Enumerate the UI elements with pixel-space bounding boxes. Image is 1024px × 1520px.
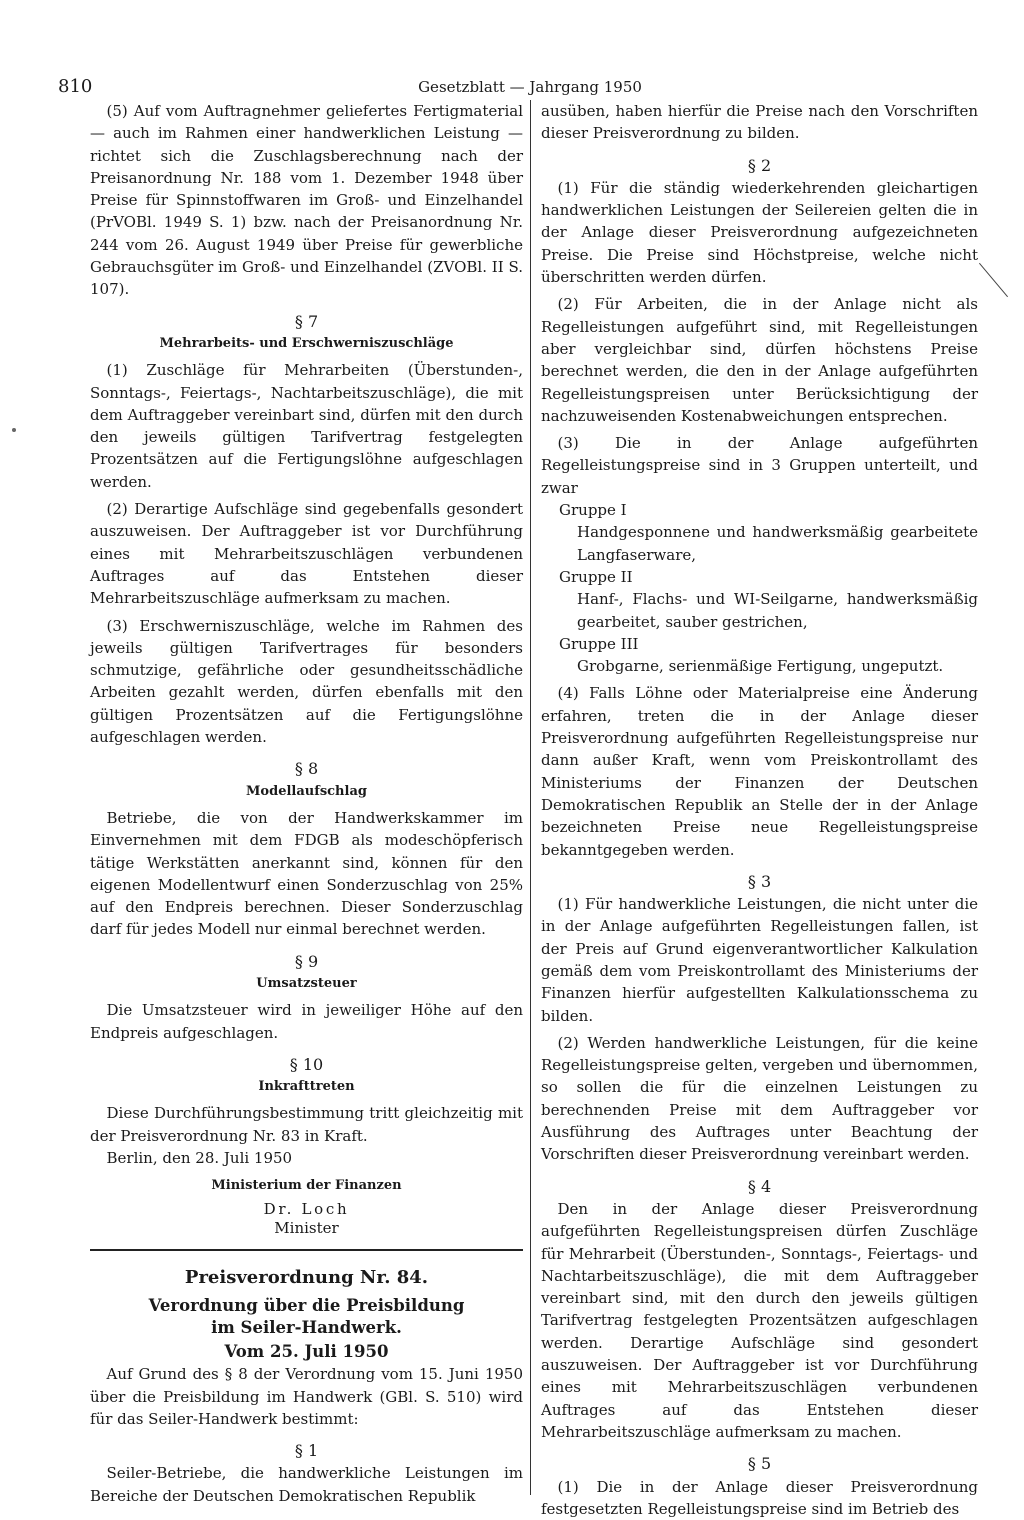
paragraph: (4) Falls Löhne oder Materialpreise eine Änderung erfahren, treten die in der Anlage dieser Preisverordnung aufgeführten Regelleistungspreise nur dann außer Kraft, wenn vom Preiskontrollamt des Ministeriums der Finanzen der Deutschen Demokratischen Republik an Stelle der in der Anlage bezeichneten Preise neue Regelleistungspreise bekanntgegeben werden. [541,684,978,859]
paragraph: (1) Für handwerkliche Leistungen, die nicht unter die in der Anlage aufgeführten Regelleistungen fallen, ist der Preis auf Grund eigenverantwortlicher Kalkulation gemäß dem vom Preiskontrollamt des Ministeriums der Finanzen hierfür aufgestellten Kalkulationsschema zu bilden. [541,895,978,1025]
paragraph: Seiler-Betriebe, die handwerkliche Leistungen im Bereiche der Deutschen Demokratischen Republik [90,1464,523,1505]
group-label: Gruppe III [559,634,639,653]
paragraph: Diese Durchführungsbestimmung tritt gleichzeitig mit der Preisverordnung Nr. 83 in Kraft. [90,1104,523,1145]
section-number: § 10 [289,1054,324,1074]
group-label: Gruppe I [559,501,627,520]
signatory-name: Dr. Loch [263,1199,350,1218]
group-description: Grobgarne, serienmäßige Fertigung, ungeputzt. [577,657,944,676]
paragraph: (3) Erschwerniszuschläge, welche im Rahmen des jeweils gültigen Tarifvertrages für besonders schmutzige, gefährliche oder gesundheitsschädliche Arbeiten gezahlt werden, dürfen ebenfalls mit den gültigen Prozentsätzen auf die Fertigungslöhne aufgeschlagen werden. [90,616,523,747]
section-number: § 7 [294,311,319,331]
paragraph: (1) Zuschläge für Mehrarbeiten (Überstunden-, Sonntags-, Feiertags-, Nachtarbeitszuschläge), die mit dem Auftraggeber vereinbart sind, dürfen mit den durch den jeweils gültigen Tarifvertrag festgelegten Prozentsätzen auf die Fertigungslöhne aufgeschlagen werden. [90,361,523,491]
page-number: 810 [58,76,93,97]
paragraph: (1) Für die ständig wiederkehrenden gleichartigen handwerklichen Leistungen der Seilereien gelten die in der Anlage dieser Preisverordnung aufgezeichneten Preise. Die Preise sind Höchstpreise, welche nicht überschritten werden dürfen. [541,178,978,287]
paragraph: (5) Auf vom Auftragnehmer geliefertes Fertigmaterial — auch im Rahmen einer handwerklichen Leistung — richtet sich die Zuschlagsberechnung nach der Preisanordnung Nr. 188 vom 1. Dezember 1948 über Preise für Spinnstoffwaren im Groß- und Einzelhandel (PrVOBl. 1949 S. 1) bzw. nach der Preisanordnung Nr. 244 vom 26. August 1949 über Preise für gewerbliche Gebrauchsgüter im Groß- und Einzelhandel (ZVOBl. II S. 107). [90,102,523,299]
section-number: § 9 [294,951,319,971]
paragraph: (1) Die in der Anlage dieser Preisverordnung festgesetzten Regelleistungspreise sind im Betrieb des [541,1477,978,1518]
paragraph: Auf Grund des § 8 der Verordnung vom 15. Juni 1950 über die Preisbildung im Handwerk (GBl. S. 510) wird für das Seiler-Handwerk bestimmt: [90,1365,523,1428]
section-number: § 3 [747,871,772,891]
margin-mark [12,428,16,432]
decree-subtitle: Verordnung über die Preisbildung [148,1296,465,1316]
running-header: Gesetzblatt — Jahrgang 1950 [418,78,642,96]
decree-date: Vom 25. Juli 1950 [224,1342,389,1362]
paragraph: Den in der Anlage dieser Preisverordnung aufgeführten Regelleistungspreisen dürfen Zuschläge für Mehrarbeit (Überstunden-, Sonntags-, Feiertags- und Nachtarbeitszuschläge), die mit dem Auftraggeber vereinbart sind, mit den durch den jeweils gültigen Tarifvertrag festgelegten Prozentsätzen aufgeschlagen werden. Derartige Aufschläge sind gesondert auszuweisen. Der Auftraggeber ist vor Durchführung eines mit Mehrarbeitszuschlägen verbundenen Auftrages auf das Entstehen dieser Mehrarbeitszuschläge aufmerksam zu machen. [541,1199,978,1441]
paragraph: (2) Derartige Aufschläge sind gegebenfalls gesondert auszuweisen. Der Auftraggeber ist vor Durchführung eines mit Mehrarbeitszuschlägen verbundenen Auftrages auf das Entstehen dieser Mehrarbeitszuschläge aufmerksam zu machen. [90,500,523,608]
section-number: § 4 [747,1176,772,1196]
section-number: § 5 [747,1454,772,1474]
section-number: § 1 [294,1441,319,1461]
section-heading: Modellaufschlag [246,783,367,799]
paragraph: (2) Für Arbeiten, die in der Anlage nicht als Regelleistungen aufgeführt sind, mit Regelleistungen aber vergleichbar sind, dürfen höchstens Preise berechnet werden, die den in der Anlage aufgeführten Regelleistungspreisen unter Berücksichtigung der nachzuweisenden Kostenabweichungen entsprechen. [541,295,978,425]
ministry-name: Ministerium der Finanzen [211,1178,402,1194]
section-heading: Umsatzsteuer [256,975,357,991]
section-number: § 2 [747,155,772,175]
paragraph: (2) Werden handwerkliche Leistungen, für die keine Regelleistungspreise gelten, vergeben und übernommen, so sollen die für die einzelnen Leistungen zu berechnenden Preise mit dem Auftraggeber vor Ausführung des Auftrages unter Beachtung der Vorschriften dieser Preisverordnung vereinbart werden. [541,1033,978,1164]
section-heading: Mehrarbeits- und Erschwerniszuschläge [159,335,454,351]
section-number: § 8 [294,759,319,779]
paragraph: (3) Die in der Anlage aufgeführten Regelleistungspreise sind in 3 Gruppen unterteilt, und zwar [541,434,978,497]
paragraph: Betriebe, die von der Handwerkskammer im Einvernehmen mit dem FDGB als modeschöpferisch tätige Werkstätten anerkannt sind, können für den eigenen Modellentwurf einen Sonderzuschlag von 25% auf den Endpreis berechnen. Dieser Sonderzuschlag darf für jedes Modell nur einmal berechnet werden. [90,808,523,939]
paragraph: ausüben, haben hierfür die Preise nach den Vorschriften dieser Preisverordnung zu bilden. [541,102,978,143]
decree-subtitle: im Seiler-Handwerk. [211,1318,402,1338]
place-date: Berlin, den 28. Juli 1950 [106,1149,293,1168]
section-heading: Inkrafttreten [258,1079,355,1095]
decree-title: Preisverordnung Nr. 84. [184,1267,429,1289]
paragraph: Die Umsatzsteuer wird in jeweiliger Höhe auf den Endpreis aufgeschlagen. [90,1001,523,1042]
column-divider [530,100,531,1495]
group-label: Gruppe II [559,567,633,586]
signatory-role: Minister [274,1218,339,1237]
right-column [541,100,978,1520]
group-description: Handgesponnene und handwerksmäßig gearbeitete Langfaserware, [577,523,978,564]
section-rule [90,1249,523,1251]
group-description: Hanf-, Flachs- und WI-Seilgarne, handwerksmäßig gearbeitet, sauber gestrichen, [577,590,978,631]
left-column [90,100,523,1507]
margin-mark [979,263,1008,297]
